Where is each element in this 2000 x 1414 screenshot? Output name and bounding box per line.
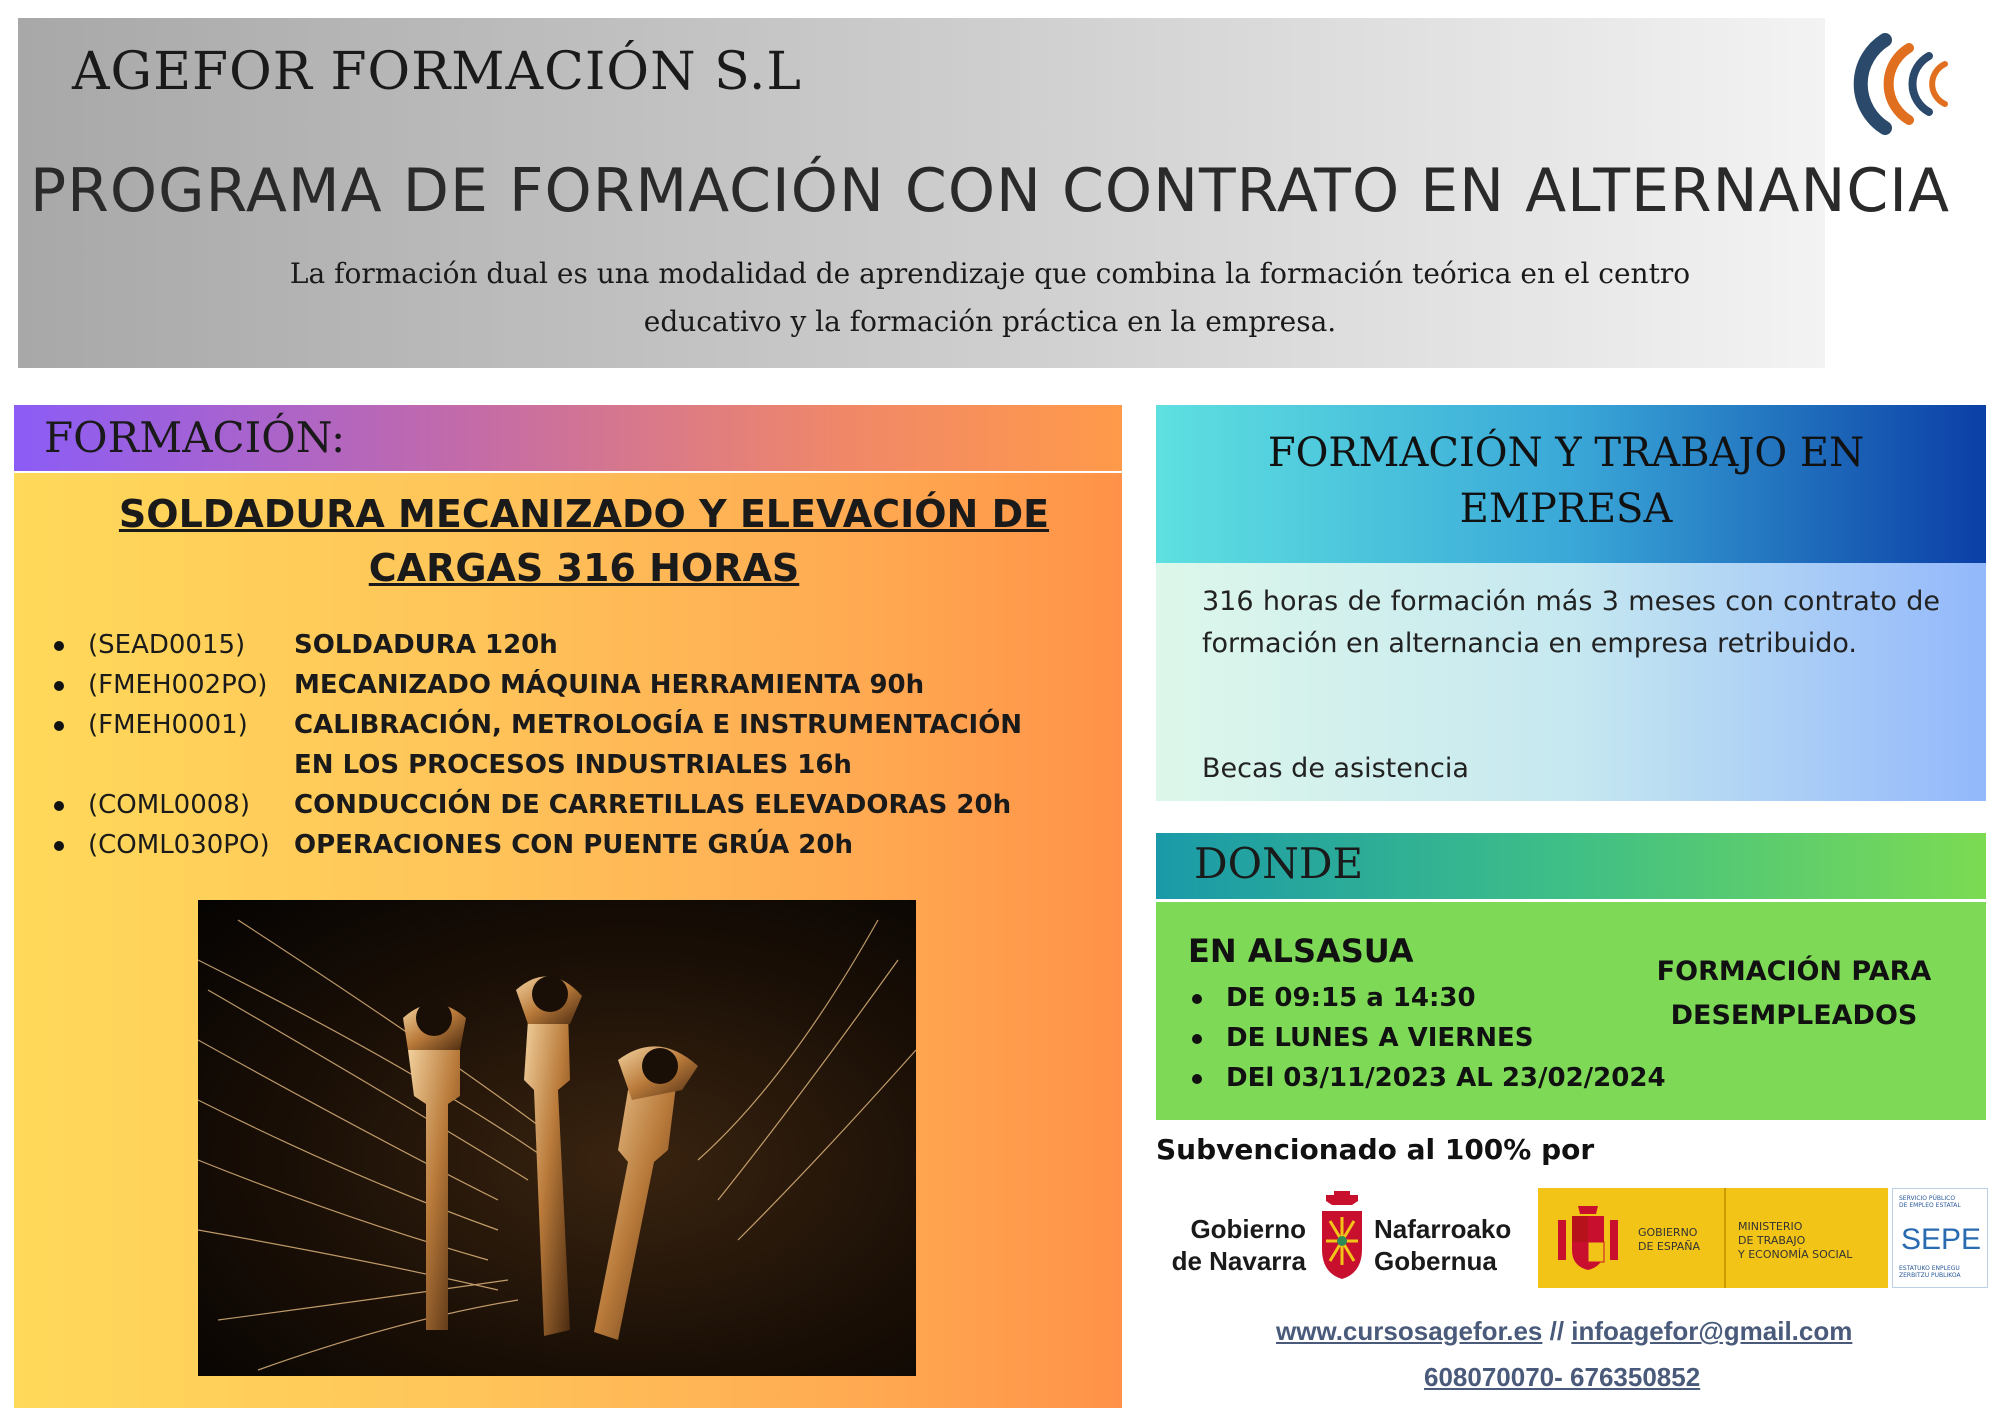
course-title-line: CARGAS 316 HORAS	[368, 546, 800, 590]
company-logo	[1825, 18, 1985, 142]
contact-separator: //	[1549, 1316, 1565, 1346]
empresa-panel	[1156, 563, 1986, 801]
email-link[interactable]: infoagefor@gmail.com	[1571, 1316, 1853, 1346]
formacion-panel	[14, 473, 1122, 1408]
ministry-text	[1738, 1220, 1852, 1262]
contact-phones[interactable]: 608070070- 676350852	[1424, 1362, 1701, 1392]
module-name: EN LOS PROCESOS INDUSTRIALES 16h	[294, 750, 852, 780]
grants-text: Becas de asistencia	[1202, 753, 1469, 784]
location-city: EN ALSASUA	[1188, 932, 1414, 970]
spain-logo-line: GOBIERNO	[1638, 1226, 1698, 1239]
navarra-logo-line: Gobierno	[1190, 1214, 1306, 1244]
sepe-logo-line: ZERBITZU PUBLIKOA	[1899, 1272, 1961, 1279]
navarra-logo-text	[1156, 1213, 1306, 1277]
schedule-item: DE LUNES A VIERNES	[1226, 1023, 1534, 1053]
module-code: (SEAD0015)	[88, 630, 246, 660]
bullet-icon	[54, 681, 64, 691]
list-item-continuation	[54, 745, 1114, 785]
intro-line: La formación dual es una modalidad de aprendizaje que combina la formación teórica en el centro	[289, 257, 1691, 290]
module-list	[54, 625, 1114, 865]
module-code: (FMEH002PO)	[88, 670, 268, 700]
schedule-item: DE 09:15 a 14:30	[1226, 983, 1476, 1013]
bullet-icon	[1192, 1074, 1202, 1084]
navarra-logo-line: de Navarra	[1171, 1246, 1306, 1276]
logo-divider	[1724, 1188, 1726, 1288]
sepe-logo-line: DE EMPLEO ESTATAL	[1899, 1202, 1961, 1209]
ministry-logo-line: Y ECONOMÍA SOCIAL	[1738, 1248, 1853, 1261]
intro-line: educativo y la formación práctica en la empresa.	[643, 305, 1337, 338]
gobierno-navarra-logo	[1156, 1185, 1526, 1285]
formacion-heading: FORMACIÓN:	[44, 413, 346, 462]
sepe-logo-name: SEPE	[1900, 1223, 1982, 1256]
audience-line: DESEMPLEADOS	[1670, 1000, 1918, 1031]
contact-web-line	[1276, 1316, 1852, 1347]
donde-heading: DONDE	[1194, 839, 1364, 888]
bullet-icon	[54, 641, 64, 651]
spain-logo-line: DE ESPAÑA	[1638, 1240, 1701, 1253]
wrenches-sparks-image	[198, 900, 916, 1376]
sepe-logo-top	[1899, 1195, 1985, 1209]
list-item	[54, 785, 1114, 825]
audience-note	[1604, 950, 1984, 1038]
ministry-logo-line: DE TRABAJO	[1738, 1234, 1806, 1247]
module-code: (COML030PO)	[88, 830, 270, 860]
module-code: (FMEH0001)	[88, 710, 248, 740]
donde-heading-bar	[1156, 833, 1986, 899]
gobierno-espana-logo	[1538, 1188, 1888, 1288]
list-item	[54, 705, 1114, 745]
list-item	[54, 825, 1114, 865]
sepe-logo	[1892, 1188, 1988, 1288]
bullet-icon	[1192, 994, 1202, 1004]
bullet-icon	[54, 801, 64, 811]
navarra-logo-line: Nafarroako	[1374, 1214, 1512, 1244]
sepe-logo-line: SERVICIO PÚBLICO	[1899, 1195, 1956, 1202]
bullet-icon	[54, 841, 64, 851]
spain-coat-of-arms-icon	[1552, 1202, 1624, 1274]
module-name: SOLDADURA 120h	[294, 630, 558, 660]
subsidy-label: Subvencionado al 100% por	[1156, 1133, 1595, 1166]
empresa-heading-bar	[1156, 405, 1986, 563]
list-item	[1188, 1018, 1666, 1058]
schedule-item: DEl 03/11/2023 AL 23/02/2024	[1226, 1063, 1666, 1093]
navarra-coat-of-arms-icon	[1316, 1191, 1368, 1281]
course-title-line: SOLDADURA MECANIZADO Y ELEVACIÓN DE	[118, 492, 1050, 536]
donde-panel	[1156, 902, 1986, 1120]
module-name: CONDUCCIÓN DE CARRETILLAS ELEVADORAS 20h	[294, 790, 1012, 820]
list-item	[54, 665, 1114, 705]
bullet-icon	[54, 721, 64, 731]
module-name: CALIBRACIÓN, METROLOGÍA E INSTRUMENTACIÓN	[294, 710, 1023, 740]
bullet-icon	[1192, 1034, 1202, 1044]
company-name: AGEFOR FORMACIÓN S.L	[72, 42, 802, 102]
program-title: PROGRAMA DE FORMACIÓN CON CONTRATO EN ALTERNANCIA	[30, 156, 1951, 226]
schedule-list	[1188, 978, 1666, 1098]
empresa-heading	[1156, 425, 1976, 537]
navarra-logo-text-eu	[1374, 1213, 1534, 1277]
intro-text	[150, 250, 1830, 346]
wrenches-sparks-photo	[198, 900, 916, 1376]
module-name: MECANIZADO MÁQUINA HERRAMIENTA 90h	[294, 670, 925, 700]
sepe-logo-bottom	[1899, 1265, 1985, 1279]
sepe-logo-line: ESTATUKO ENPLEGU	[1899, 1265, 1960, 1272]
list-item	[54, 625, 1114, 665]
module-name: OPERACIONES CON PUENTE GRÚA 20h	[294, 830, 853, 860]
empresa-heading-line: FORMACIÓN Y TRABAJO EN	[1267, 430, 1865, 476]
list-item	[1188, 1058, 1666, 1098]
course-title	[54, 487, 1114, 595]
empresa-description: 316 horas de formación más 3 meses con contrato de formación en alternancia en empresa retribuido.	[1202, 586, 1940, 659]
formacion-heading-bar	[14, 405, 1122, 471]
audience-line: FORMACIÓN PARA	[1656, 956, 1932, 987]
navarra-logo-line: Gobernua	[1374, 1246, 1497, 1276]
empresa-heading-line: EMPRESA	[1459, 486, 1673, 532]
website-link[interactable]: www.cursosagefor.es	[1276, 1316, 1543, 1346]
module-code: (COML0008)	[88, 790, 250, 820]
spain-government-text	[1638, 1226, 1700, 1254]
ministry-logo-line: MINISTERIO	[1738, 1220, 1803, 1233]
list-item	[1188, 978, 1666, 1018]
agefor-arcs-logo-icon	[1825, 18, 1985, 142]
